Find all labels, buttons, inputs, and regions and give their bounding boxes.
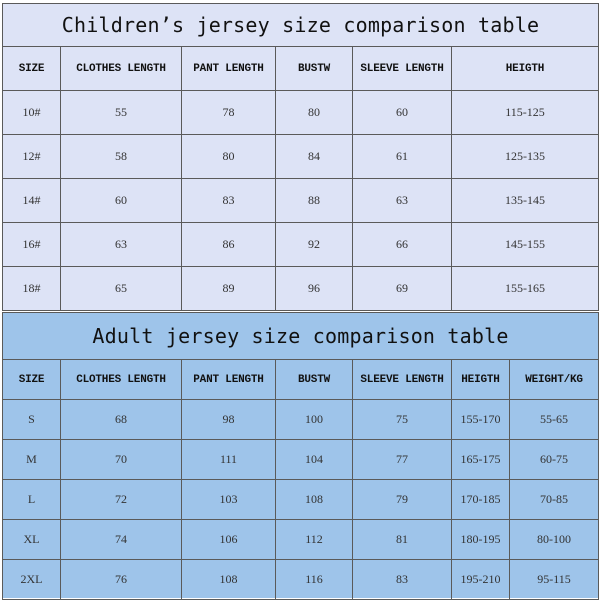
bust-cell: 116 [276, 560, 353, 600]
clothes-length-cell: 63 [61, 223, 182, 267]
height-cell: 115-125 [452, 91, 599, 135]
clothes-length-cell: 55 [61, 91, 182, 135]
clothes-length-cell: 65 [61, 267, 182, 311]
table-row [3, 179, 599, 223]
table-row [3, 440, 599, 480]
bust-cell: 112 [276, 520, 353, 560]
clothes-length-cell: 60 [61, 179, 182, 223]
size-cell: 16# [3, 223, 61, 267]
children-title-row [3, 4, 599, 47]
sleeve-length-cell: 81 [353, 520, 452, 560]
bust-cell: 80 [276, 91, 353, 135]
table-row [3, 135, 599, 179]
header-pant-length: PANT LENGTH [182, 360, 276, 400]
bust-cell: 96 [276, 267, 353, 311]
table-row [3, 400, 599, 440]
sleeve-length-cell: 69 [353, 267, 452, 311]
pant-length-cell: 103 [182, 480, 276, 520]
header-size: SIZE [3, 360, 61, 400]
pant-length-cell: 106 [182, 520, 276, 560]
adult-size-table-block [2, 312, 598, 598]
clothes-length-cell: 76 [61, 560, 182, 600]
children-table-title: Children’s jersey size comparison table [3, 4, 599, 47]
size-cell: 2XL [3, 560, 61, 600]
header-clothes-length: CLOTHES LENGTH [61, 360, 182, 400]
header-bust: BUSTW [276, 360, 353, 400]
pant-length-cell: 98 [182, 400, 276, 440]
weight-cell: 80-100 [510, 520, 599, 560]
size-cell: 18# [3, 267, 61, 311]
height-cell: 155-170 [452, 400, 510, 440]
table-row [3, 480, 599, 520]
bust-cell: 100 [276, 400, 353, 440]
sleeve-length-cell: 66 [353, 223, 452, 267]
size-cell: L [3, 480, 61, 520]
clothes-length-cell: 58 [61, 135, 182, 179]
table-row [3, 520, 599, 560]
header-sleeve-length: SLEEVE LENGTH [353, 360, 452, 400]
sleeve-length-cell: 60 [353, 91, 452, 135]
clothes-length-cell: 68 [61, 400, 182, 440]
size-cell: M [3, 440, 61, 480]
weight-cell: 95-115 [510, 560, 599, 600]
height-cell: 155-165 [452, 267, 599, 311]
pant-length-cell: 108 [182, 560, 276, 600]
clothes-length-cell: 70 [61, 440, 182, 480]
height-cell: 125-135 [452, 135, 599, 179]
header-bust: BUSTW [276, 47, 353, 91]
sleeve-length-cell: 75 [353, 400, 452, 440]
weight-cell: 70-85 [510, 480, 599, 520]
sleeve-length-cell: 83 [353, 560, 452, 600]
bust-cell: 104 [276, 440, 353, 480]
table-row [3, 267, 599, 311]
header-height: HEIGTH [452, 360, 510, 400]
pant-length-cell: 80 [182, 135, 276, 179]
header-weight: WEIGHT/KG [510, 360, 599, 400]
sleeve-length-cell: 77 [353, 440, 452, 480]
bust-cell: 92 [276, 223, 353, 267]
pant-length-cell: 78 [182, 91, 276, 135]
weight-cell: 55-65 [510, 400, 599, 440]
clothes-length-cell: 72 [61, 480, 182, 520]
clothes-length-cell: 74 [61, 520, 182, 560]
pant-length-cell: 111 [182, 440, 276, 480]
height-cell: 135-145 [452, 179, 599, 223]
height-cell: 170-185 [452, 480, 510, 520]
children-header-row [3, 47, 599, 91]
header-clothes-length: CLOTHES LENGTH [61, 47, 182, 91]
height-cell: 165-175 [452, 440, 510, 480]
weight-cell: 60-75 [510, 440, 599, 480]
header-pant-length: PANT LENGTH [182, 47, 276, 91]
adult-size-table [2, 312, 599, 600]
pant-length-cell: 86 [182, 223, 276, 267]
pant-length-cell: 83 [182, 179, 276, 223]
sleeve-length-cell: 61 [353, 135, 452, 179]
bust-cell: 108 [276, 480, 353, 520]
sleeve-length-cell: 63 [353, 179, 452, 223]
adult-title-row [3, 313, 599, 360]
children-size-table [2, 3, 599, 311]
size-cell: 12# [3, 135, 61, 179]
header-height: HEIGTH [452, 47, 599, 91]
height-cell: 195-210 [452, 560, 510, 600]
table-row [3, 223, 599, 267]
size-cell: S [3, 400, 61, 440]
bust-cell: 84 [276, 135, 353, 179]
height-cell: 145-155 [452, 223, 599, 267]
height-cell: 180-195 [452, 520, 510, 560]
adult-header-row [3, 360, 599, 400]
size-cell: XL [3, 520, 61, 560]
size-cell: 14# [3, 179, 61, 223]
pant-length-cell: 89 [182, 267, 276, 311]
header-size: SIZE [3, 47, 61, 91]
adult-table-title: Adult jersey size comparison table [3, 313, 599, 360]
size-cell: 10# [3, 91, 61, 135]
children-size-table-block [2, 3, 598, 310]
sleeve-length-cell: 79 [353, 480, 452, 520]
table-row [3, 91, 599, 135]
bust-cell: 88 [276, 179, 353, 223]
table-row [3, 560, 599, 600]
header-sleeve-length: SLEEVE LENGTH [353, 47, 452, 91]
